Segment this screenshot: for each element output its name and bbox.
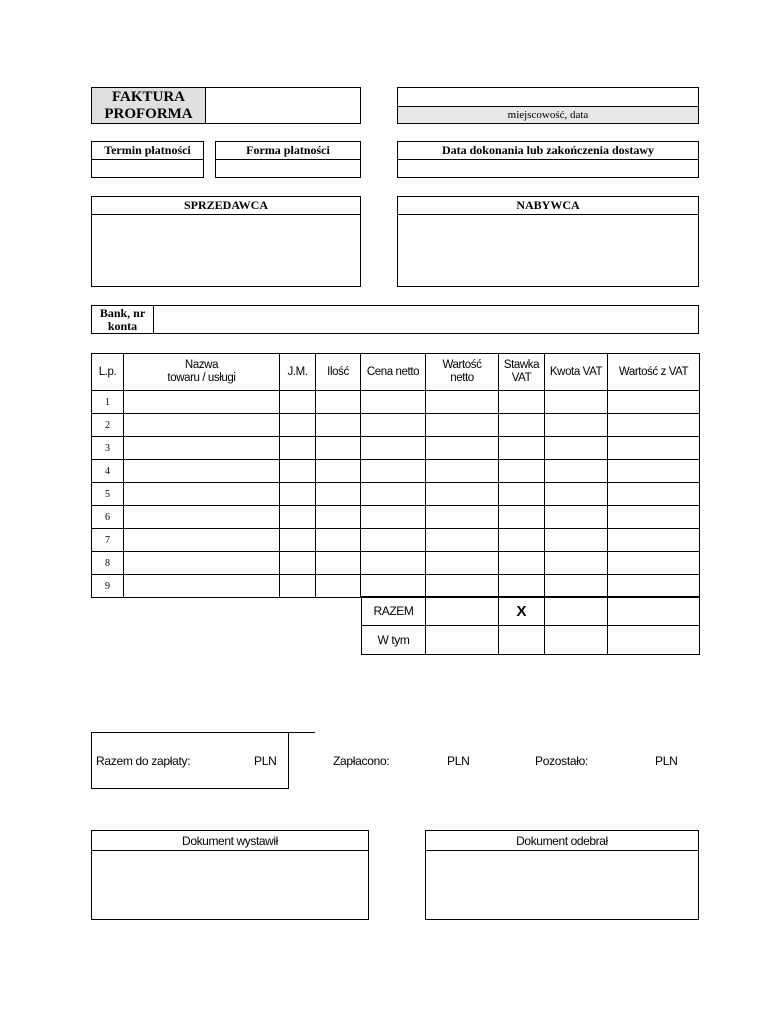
item-cell[interactable] [499,437,545,460]
item-cell[interactable] [280,552,316,575]
item-cell[interactable] [426,575,499,598]
item-cell[interactable] [426,414,499,437]
item-cell[interactable] [608,460,700,483]
col-header: Ilość [316,354,361,391]
place-date-field[interactable] [398,88,698,106]
item-cell[interactable] [316,506,361,529]
item-cell[interactable] [426,483,499,506]
sum-vat-rate-mark: X [499,597,545,626]
bank-label-line1: Bank, nr [99,305,146,320]
row-number: 8 [92,552,124,575]
item-cell[interactable] [361,414,426,437]
item-cell[interactable] [499,460,545,483]
item-cell[interactable] [316,391,361,414]
item-cell[interactable] [280,575,316,598]
total-due-box [91,732,289,789]
including-net-cell[interactable] [426,626,499,655]
bank-account-box [91,305,699,334]
item-cell[interactable] [124,437,280,460]
item-cell[interactable] [280,391,316,414]
item-cell[interactable] [124,483,280,506]
seller-box [91,196,361,287]
sum-gross-cell[interactable] [608,597,700,626]
issued-by-label: Dokument wystawił [92,831,368,851]
item-cell[interactable] [426,460,499,483]
item-cell[interactable] [124,552,280,575]
item-cell[interactable] [545,552,608,575]
row-number: 4 [92,460,124,483]
item-cell[interactable] [124,391,280,414]
received-by-label: Dokument odebrał [426,831,698,851]
item-cell[interactable] [499,552,545,575]
bank-account-field[interactable] [154,306,698,333]
item-cell[interactable] [361,552,426,575]
invoice-number-field[interactable] [206,88,360,123]
item-cell[interactable] [545,460,608,483]
payment-term-label: Termin płatności [92,142,203,160]
item-cell[interactable] [426,529,499,552]
col-header: Kwota VAT [545,354,608,391]
item-cell[interactable] [280,414,316,437]
payment-method-field[interactable] [216,160,360,177]
total-due-label: Razem do zapłaty: [96,754,191,768]
item-cell[interactable] [280,483,316,506]
item-cell[interactable] [316,575,361,598]
item-cell[interactable] [608,529,700,552]
item-cell[interactable] [499,414,545,437]
item-cell[interactable] [316,529,361,552]
item-cell[interactable] [545,483,608,506]
item-cell[interactable] [124,529,280,552]
item-cell[interactable] [316,414,361,437]
item-cell[interactable] [608,483,700,506]
item-cell[interactable] [545,529,608,552]
item-cell[interactable] [361,483,426,506]
buyer-box [397,196,699,287]
item-cell[interactable] [426,437,499,460]
item-cell[interactable] [124,506,280,529]
sum-label: RAZEM [362,597,426,626]
seller-field[interactable] [92,215,360,286]
payment-method-label: Forma płatności [216,142,360,160]
delivery-date-box [397,141,699,178]
item-cell[interactable] [499,391,545,414]
table-row [92,437,700,460]
item-cell[interactable] [124,460,280,483]
item-cell[interactable] [426,506,499,529]
item-cell[interactable] [361,391,426,414]
table-row [92,391,700,414]
issued-by-box [91,830,369,920]
item-cell[interactable] [316,460,361,483]
total-due-top-rule [289,732,315,733]
sum-net-cell[interactable] [426,597,499,626]
buyer-field[interactable] [398,215,698,286]
item-cell[interactable] [361,506,426,529]
row-number: 6 [92,506,124,529]
totals-row-including [362,626,700,655]
item-cell[interactable] [361,437,426,460]
sum-vat-amount-cell[interactable] [545,597,608,626]
col-header: Cena netto [361,354,426,391]
bank-label-line2: konta [107,318,138,333]
table-row [92,460,700,483]
paid-label: Zapłacono: [333,754,390,768]
col-header: J.M. [280,354,316,391]
invoice-title-box [91,87,361,124]
item-cell[interactable] [499,506,545,529]
item-cell[interactable] [280,506,316,529]
delivery-date-label: Data dokonania lub zakończenia dostawy [398,142,698,160]
payment-term-box [91,141,204,178]
place-date-box [397,87,699,124]
item-cell[interactable] [316,483,361,506]
issued-by-field[interactable] [92,851,368,919]
item-cell[interactable] [499,575,545,598]
received-by-box [425,830,699,920]
table-row [92,506,700,529]
payment-term-field[interactable] [92,160,203,177]
item-cell[interactable] [426,552,499,575]
row-number: 2 [92,414,124,437]
row-number: 9 [92,575,124,598]
item-cell[interactable] [608,437,700,460]
row-number: 7 [92,529,124,552]
including-vat-rate-cell[interactable] [499,626,545,655]
item-cell[interactable] [280,460,316,483]
received-by-field[interactable] [426,851,698,919]
item-cell[interactable] [608,391,700,414]
totals-row-sum [362,597,700,626]
item-cell[interactable] [545,437,608,460]
item-cell[interactable] [361,575,426,598]
table-row [92,552,700,575]
item-cell[interactable] [545,506,608,529]
item-cell[interactable] [608,414,700,437]
items-header-row [92,354,700,391]
col-header: Stawka VAT [499,354,545,391]
buyer-label: NABYWCA [398,197,698,215]
item-cell[interactable] [499,483,545,506]
item-cell[interactable] [316,552,361,575]
including-vat-amount-cell[interactable] [545,626,608,655]
totals-table [361,596,700,655]
item-cell[interactable] [124,414,280,437]
item-cell[interactable] [361,460,426,483]
col-header: Nazwa towaru / usługi [124,354,280,391]
invoice-title-line2: PROFORMA [104,105,193,122]
including-label: W tym [362,626,426,655]
col-header: Wartość netto [426,354,499,391]
item-cell[interactable] [545,575,608,598]
item-cell[interactable] [280,437,316,460]
item-cell[interactable] [608,552,700,575]
bank-account-label [92,306,154,333]
item-cell[interactable] [545,391,608,414]
col-header: L.p. [92,354,124,391]
table-row [92,483,700,506]
item-cell[interactable] [545,414,608,437]
total-due-currency: PLN [254,754,277,768]
item-cell[interactable] [608,575,700,598]
remaining-currency: PLN [655,754,678,768]
item-cell[interactable] [608,506,700,529]
table-row [92,529,700,552]
remaining-label: Pozostało: [535,754,589,768]
payment-method-box [215,141,361,178]
invoice-title-line1: FAKTURA [111,88,186,105]
place-date-label: miejscowość, data [398,106,698,123]
table-row [92,414,700,437]
including-gross-cell[interactable] [608,626,700,655]
row-number: 3 [92,437,124,460]
item-cell[interactable] [280,529,316,552]
row-number: 5 [92,483,124,506]
item-cell[interactable] [499,529,545,552]
item-cell[interactable] [316,437,361,460]
seller-label: SPRZEDAWCA [92,197,360,215]
col-header: Wartość z VAT [608,354,700,391]
invoice-title [92,88,206,123]
paid-currency: PLN [447,754,470,768]
item-cell[interactable] [361,529,426,552]
table-row [92,575,700,598]
items-table [91,353,700,598]
item-cell[interactable] [124,575,280,598]
delivery-date-field[interactable] [398,160,698,177]
row-number: 1 [92,391,124,414]
item-cell[interactable] [426,391,499,414]
